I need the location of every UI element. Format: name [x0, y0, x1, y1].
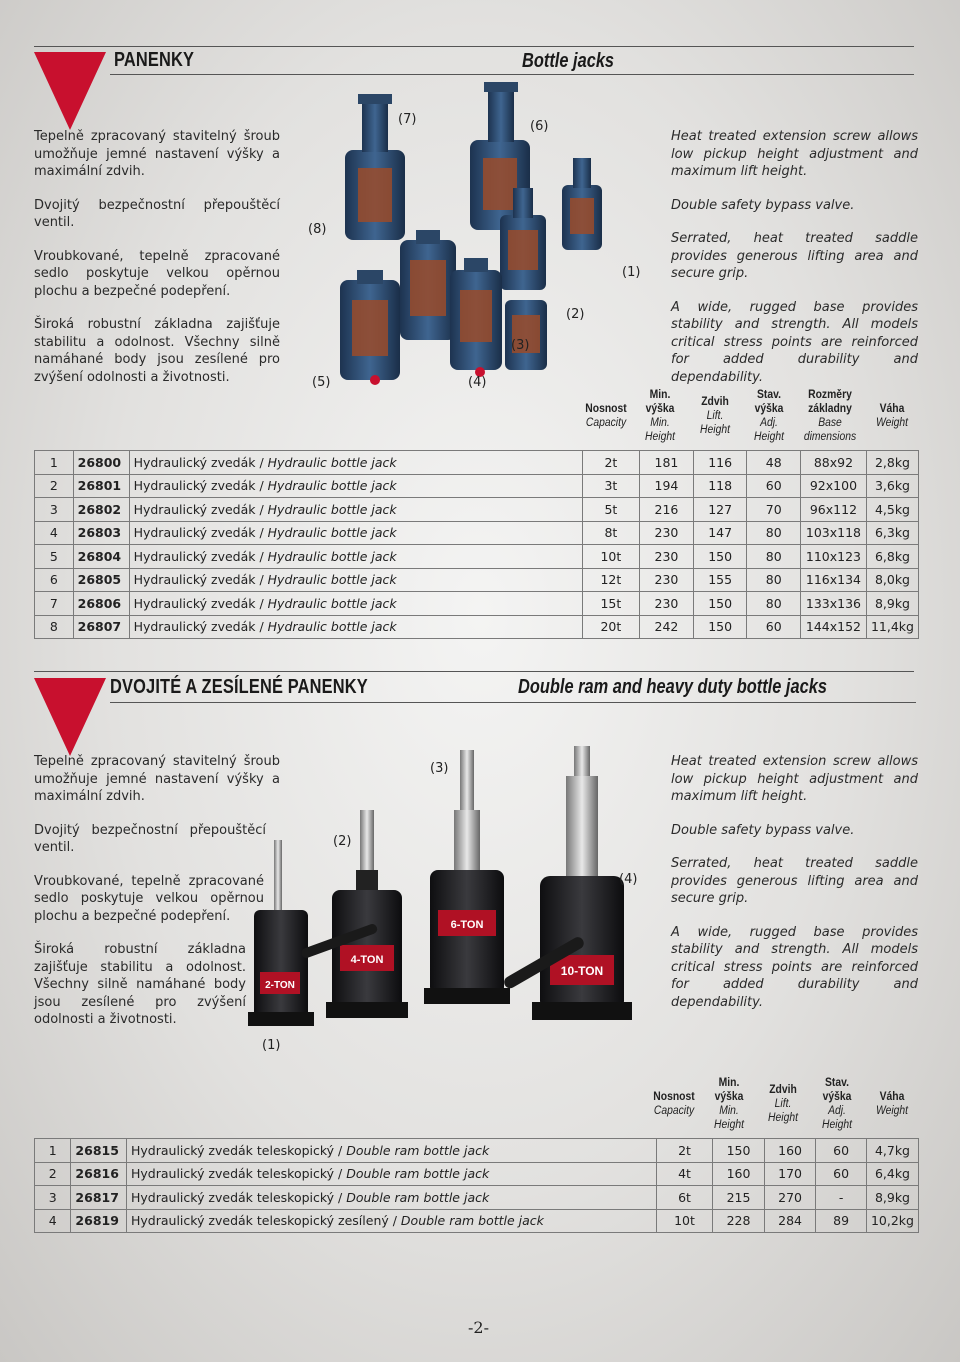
callout-3: (3)	[511, 338, 530, 353]
cell-adj: 60	[816, 1162, 867, 1186]
cell-base: 96x112	[800, 498, 866, 522]
cell-cap: 12t	[582, 568, 640, 592]
cell-cap: 8t	[582, 521, 640, 545]
header2-min-height: Min. výška Min. Height	[714, 1077, 744, 1131]
cell-cap: 3t	[582, 474, 640, 498]
desc2-en-4: A wide, rugged base provides stability and strength. All models critical stress points are reinforced for added durability and dependability.	[671, 924, 918, 1010]
cell-lift: 155	[693, 568, 747, 592]
cell-weight: 10,2kg	[866, 1209, 918, 1233]
table-row	[35, 1209, 919, 1233]
cell-weight: 11,4kg	[866, 615, 918, 639]
cell-base: 92x100	[800, 474, 866, 498]
cell-cap: 6t	[656, 1186, 712, 1210]
jack-label-4ton: 4-TON	[350, 954, 384, 966]
section2-red-triangle-icon	[34, 678, 106, 756]
callout-1: (1)	[622, 265, 641, 280]
table-row	[35, 1186, 919, 1210]
desc-en-4: A wide, rugged base provides stability and strength. All models critical stress points are reinforced for added durability and dependability.	[671, 299, 918, 385]
cell-lift: 160	[764, 1139, 816, 1163]
product-code: 26817	[71, 1186, 127, 1210]
bottle-jacks-product-image	[300, 80, 660, 390]
product-code: 26806	[73, 592, 129, 616]
cell-base: 116x134	[800, 568, 866, 592]
cell-lift: 150	[693, 615, 747, 639]
header-lift: Zdvih Lift. Height	[700, 396, 730, 436]
cell-lift: 270	[764, 1186, 816, 1210]
section1-title-cz: PANENKY	[114, 49, 195, 71]
cell-weight: 6,3kg	[866, 521, 918, 545]
cell-adj: 80	[747, 545, 801, 569]
cell-weight: 8,9kg	[866, 1186, 918, 1210]
product-code: 26802	[73, 498, 129, 522]
description-en: Hydraulic bottle jack	[267, 525, 397, 541]
description-cz: Hydraulický zvedák teleskopický zesílený /	[131, 1213, 401, 1229]
cell-lift: 116	[693, 451, 747, 475]
cell-cap: 15t	[582, 592, 640, 616]
section1-description-cz	[34, 128, 280, 402]
desc-cz-2: Dvojitý bezpečnostní přepouštěcí ventil.	[34, 197, 280, 230]
description-cz: Hydraulický zvedák /	[133, 454, 268, 470]
cell-adj: 70	[747, 498, 801, 522]
description-en: Hydraulic bottle jack	[267, 548, 397, 564]
table-row	[35, 521, 919, 545]
product-code: 26807	[73, 615, 129, 639]
section2-description-en	[671, 753, 918, 1027]
product-code: 26801	[73, 474, 129, 498]
section1-description-en	[671, 128, 918, 402]
section2-title-en: Double ram and heavy duty bottle jacks	[518, 676, 827, 698]
description-cz: Hydraulický zvedák teleskopický /	[131, 1189, 347, 1205]
cell-weight: 6,8kg	[866, 545, 918, 569]
callout2-3: (3)	[430, 761, 449, 776]
desc-cz-3: Vroubkované, tepelně zpracované sedlo poskytuje velkou opěrnou plochu a bezpečné podepření.	[34, 248, 280, 299]
cell-adj: 60	[747, 615, 801, 639]
product-description	[129, 545, 582, 569]
callout2-4: (4)	[619, 872, 638, 887]
cell-weight: 4,5kg	[866, 498, 918, 522]
product-description	[129, 451, 582, 475]
table-row	[35, 451, 919, 475]
desc2-en-3: Serrated, heat treated saddle provides generous lifting area and secure grip.	[671, 856, 918, 906]
desc-cz-1: Tepelně zpracovaný stavitelný šroub umožňuje jemné nastavení výšky a maximální zdvih.	[34, 129, 280, 179]
product-code: 26819	[71, 1209, 127, 1233]
cell-adj: 60	[747, 474, 801, 498]
cell-weight: 3,6kg	[866, 474, 918, 498]
description-cz: Hydraulický zvedák teleskopický /	[131, 1142, 347, 1158]
product-description	[127, 1162, 657, 1186]
callout-7: (7)	[398, 112, 417, 127]
product-description	[129, 521, 582, 545]
cell-cap: 10t	[656, 1209, 712, 1233]
desc2-cz-2: Dvojitý bezpečnostní přepouštěcí ventil.	[34, 822, 266, 855]
description-cz: Hydraulický zvedák teleskopický /	[131, 1166, 347, 1182]
header2-lift: Zdvih Lift. Height	[768, 1084, 798, 1124]
cell-adj: 80	[747, 568, 801, 592]
cell-weight: 8,9kg	[866, 592, 918, 616]
callout-2: (2)	[566, 307, 585, 322]
product-code: 26800	[73, 451, 129, 475]
section1-title-en: Bottle jacks	[522, 50, 615, 72]
cell-cap: 10t	[582, 545, 640, 569]
cell-weight: 8,0kg	[866, 568, 918, 592]
desc-en-2: Double safety bypass valve.	[671, 197, 855, 213]
cell-lift: 150	[693, 545, 747, 569]
row-number: 1	[35, 451, 74, 475]
section2-title-cz: DVOJITÉ A ZESÍLENÉ PANENKY	[110, 676, 368, 698]
cell-min: 194	[640, 474, 694, 498]
bottle-jacks-illustration	[300, 80, 660, 390]
description-en: Hydraulic bottle jack	[267, 478, 397, 494]
table-row	[35, 498, 919, 522]
cell-min: 160	[713, 1162, 765, 1186]
cell-min: 150	[713, 1139, 765, 1163]
description-cz: Hydraulický zvedák /	[133, 572, 268, 588]
product-description	[129, 592, 582, 616]
cell-cap: 2t	[582, 451, 640, 475]
description-en: Hydraulic bottle jack	[267, 595, 397, 611]
cell-min: 230	[640, 592, 694, 616]
row-number: 6	[35, 568, 74, 592]
cell-base: 103x118	[800, 521, 866, 545]
desc2-cz-1: Tepelně zpracovaný stavitelný šroub umožňuje jemné nastavení výšky a maximální zdvih.	[34, 754, 280, 804]
description-cz: Hydraulický zvedák /	[133, 501, 268, 517]
cell-lift: 127	[693, 498, 747, 522]
cell-lift: 150	[693, 592, 747, 616]
callout-8: (8)	[308, 222, 327, 237]
desc2-cz-4: Široká robustní základna zajišťuje stabilitu a odolnost. Všechny silně namáhané body jsou zesílené pro zvýšení odolnosti a životnosti.	[34, 942, 246, 1027]
product-description	[129, 568, 582, 592]
description-cz: Hydraulický zvedák /	[133, 548, 268, 564]
row-number: 3	[35, 498, 74, 522]
cell-min: 216	[640, 498, 694, 522]
desc-en-1: Heat treated extension screw allows low pickup height adjustment and maximum lift height.	[671, 129, 918, 179]
header2-weight: Váha Weight	[875, 1091, 909, 1117]
table-row	[35, 474, 919, 498]
product-description	[127, 1186, 657, 1210]
table-row	[35, 568, 919, 592]
description-cz: Hydraulický zvedák /	[133, 619, 268, 635]
cell-cap: 20t	[582, 615, 640, 639]
description-cz: Hydraulický zvedák /	[133, 595, 268, 611]
section1-title-underline	[110, 74, 914, 75]
desc2-en-1: Heat treated extension screw allows low pickup height adjustment and maximum lift height.	[671, 754, 918, 804]
jack-label-2ton: 2-TON	[265, 980, 295, 991]
header2-capacity: Nosnost Capacity	[653, 1091, 695, 1117]
cell-lift: 118	[693, 474, 747, 498]
product-description	[127, 1139, 657, 1163]
section2-top-rule	[34, 671, 914, 672]
row-number: 4	[35, 521, 74, 545]
cell-weight: 4,7kg	[866, 1139, 918, 1163]
callout2-1: (1)	[262, 1038, 281, 1053]
product-code: 26804	[73, 545, 129, 569]
header-base-dimensions: Rozměry základny Base dimensions	[803, 389, 857, 443]
cell-adj: 48	[747, 451, 801, 475]
product-description	[129, 498, 582, 522]
double-ram-jacks-product-image	[240, 740, 660, 1040]
jack-label-10ton: 10-TON	[560, 964, 604, 978]
cell-adj: 60	[816, 1139, 867, 1163]
row-number: 2	[35, 474, 74, 498]
cell-min: 230	[640, 545, 694, 569]
callout2-2: (2)	[333, 834, 352, 849]
double-ram-jacks-illustration	[240, 740, 660, 1040]
section1-red-triangle-icon	[34, 52, 106, 130]
desc-cz-4: Široká robustní základna zajišťuje stabilitu a odolnost. Všechny silně namáhané body jsou zesílené pro zvýšení odolnosti a životnosti.	[34, 317, 280, 385]
desc2-en-2: Double safety bypass valve.	[671, 822, 855, 838]
table-row	[35, 1162, 919, 1186]
cell-lift: 284	[764, 1209, 816, 1233]
callout-6: (6)	[530, 119, 549, 134]
cell-weight: 2,8kg	[866, 451, 918, 475]
header-capacity: Nosnost Capacity	[585, 403, 627, 429]
cell-weight: 6,4kg	[866, 1162, 918, 1186]
product-code: 26815	[71, 1139, 127, 1163]
cell-base: 133x136	[800, 592, 866, 616]
header-adj-height: Stav. výška Adj. Height	[754, 389, 784, 443]
table-row	[35, 592, 919, 616]
description-cz: Hydraulický zvedák /	[133, 478, 268, 494]
cell-adj: 80	[747, 592, 801, 616]
cell-min: 215	[713, 1186, 765, 1210]
callout-4: (4)	[468, 375, 487, 390]
description-en: Double ram bottle jack	[346, 1166, 490, 1182]
cell-adj: -	[816, 1186, 867, 1210]
cell-adj: 80	[747, 521, 801, 545]
section2-title-underline	[110, 702, 916, 703]
header-weight: Váha Weight	[875, 403, 909, 429]
jack-label-6ton: 6-TON	[450, 919, 484, 931]
row-number: 4	[35, 1209, 71, 1233]
table-row	[35, 545, 919, 569]
desc-en-3: Serrated, heat treated saddle provides generous lifting area and secure grip.	[671, 231, 918, 281]
description-en: Double ram bottle jack	[346, 1142, 490, 1158]
cell-base: 144x152	[800, 615, 866, 639]
row-number: 7	[35, 592, 74, 616]
cell-cap: 4t	[656, 1162, 712, 1186]
table-row	[35, 1139, 919, 1163]
cell-min: 230	[640, 521, 694, 545]
cell-min: 181	[640, 451, 694, 475]
row-number: 1	[35, 1139, 71, 1163]
cell-adj: 89	[816, 1209, 867, 1233]
row-number: 3	[35, 1186, 71, 1210]
header2-adj-height: Stav. výška Adj. Height	[822, 1077, 852, 1131]
section1-top-rule	[34, 46, 914, 47]
description-en: Hydraulic bottle jack	[267, 619, 397, 635]
page-number: -2-	[468, 1318, 489, 1337]
description-en: Double ram bottle jack	[346, 1189, 490, 1205]
header-min-height: Min. výška Min. Height	[645, 389, 675, 443]
product-description	[127, 1209, 657, 1233]
description-en: Hydraulic bottle jack	[267, 572, 397, 588]
product-description	[129, 615, 582, 639]
cell-lift: 147	[693, 521, 747, 545]
cell-min: 230	[640, 568, 694, 592]
row-number: 2	[35, 1162, 71, 1186]
product-code: 26805	[73, 568, 129, 592]
description-en: Hydraulic bottle jack	[267, 501, 397, 517]
desc2-cz-3: Vroubkované, tepelně zpracované sedlo poskytuje velkou opěrnou plochu a bezpečné podepření.	[34, 873, 264, 924]
product-code: 26816	[71, 1162, 127, 1186]
cell-cap: 5t	[582, 498, 640, 522]
cell-lift: 170	[764, 1162, 816, 1186]
cell-base: 110x123	[800, 545, 866, 569]
description-cz: Hydraulický zvedák /	[133, 525, 268, 541]
row-number: 8	[35, 615, 74, 639]
cell-base: 88x92	[800, 451, 866, 475]
double-ram-jacks-spec-table	[34, 1138, 919, 1233]
cell-min: 242	[640, 615, 694, 639]
table-row	[35, 615, 919, 639]
row-number: 5	[35, 545, 74, 569]
cell-min: 228	[713, 1209, 765, 1233]
callout-5: (5)	[312, 375, 331, 390]
bottle-jacks-spec-table	[34, 450, 919, 639]
product-description	[129, 474, 582, 498]
product-code: 26803	[73, 521, 129, 545]
description-en: Double ram bottle jack	[400, 1213, 544, 1229]
description-en: Hydraulic bottle jack	[267, 454, 397, 470]
cell-cap: 2t	[656, 1139, 712, 1163]
